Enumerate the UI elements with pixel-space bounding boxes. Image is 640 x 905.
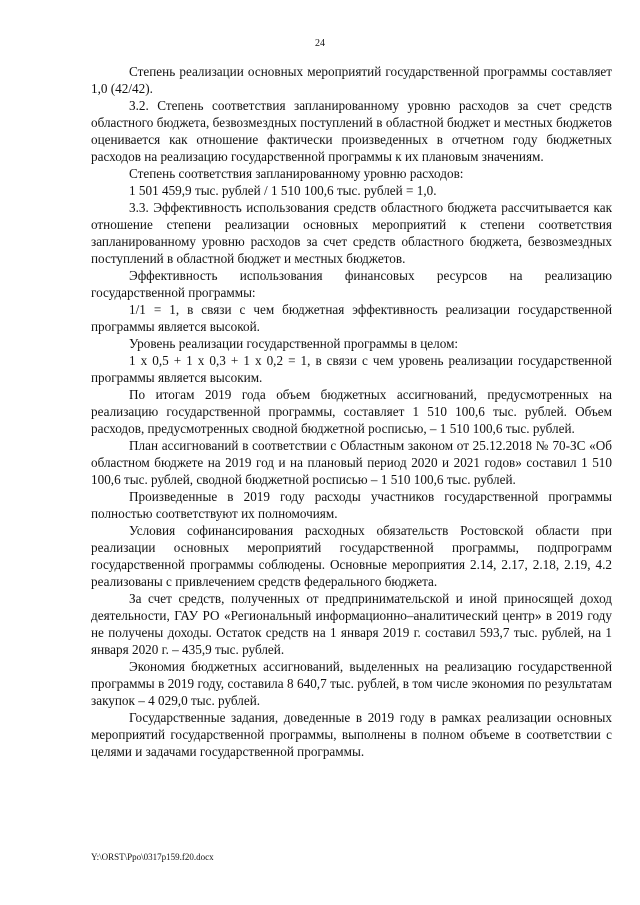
paragraph-overall-level-formula: 1 x 0,5 + 1 x 0,3 + 1 x 0,2 = 1, в связи с чем уровень реализации государственной программы является высоким. <box>91 353 612 385</box>
paragraph-3-2: 3.2. Степень соответствия запланированному уровню расходов за счет средств областного бюджета, безвозмездных поступлений в областной бюджет и местных бюджетов оценивается как отношение фактически произведенных в отчетном году бюджетных расходов на реализацию государственной программы к их плановым значениям. <box>91 98 612 164</box>
paragraph-overall-level-label: Уровень реализации государственной программы в целом: <box>129 336 459 351</box>
paragraph-efficiency-label: Эффективность использования финансовых ресурсов на реализацию государственной программы: <box>91 268 612 300</box>
paragraph-efficiency-formula: 1/1 = 1, в связи с чем бюджетная эффективность реализации государственной программы является высокой. <box>91 302 612 334</box>
paragraph-expense-level-label: Степень соответствия запланированному уровню расходов: <box>129 166 464 181</box>
paragraph-allocation-plan: План ассигнований в соответствии с Областным законом от 25.12.2018 № 70-ЗС «Об областном бюджете на 2019 год и на плановый период 2020 и 2021 годов» составил 1 510 100,6 тыс. рублей, сводной бюджетной росписью – 1 510 100,6 тыс. рублей. <box>91 438 612 487</box>
paragraph-cofinancing: Условия софинансирования расходных обязательств Ростовской области при реализации основных мероприятий государственной программы, подпрограмм государственной программы соблюдены. Основные мероприятия 2.14, 2.17, 2.18, 2.19, 4.2 реализованы с привлечением средств федерального бюджета. <box>91 523 612 589</box>
document-body <box>91 63 612 760</box>
footer-file-path: Y:\ORST\Ppo\0317p159.f20.docx <box>91 852 214 862</box>
paragraph-state-tasks: Государственные задания, доведенные в 2019 году в рамках реализации основных мероприятий государственной программы, выполнены в полном объеме в соответствии с целями и задачами государственной программы. <box>91 710 612 759</box>
paragraph-expense-formula: 1 501 459,9 тыс. рублей / 1 510 100,6 тыс. рублей = 1,0. <box>129 183 437 198</box>
paragraph-implementation-degree: Степень реализации основных мероприятий государственной программы составляет 1,0 (42/42). <box>91 64 612 96</box>
paragraph-income-activity: За счет средств, полученных от предпринимательской и иной приносящей доход деятельности, ГАУ РО «Региональный информационно–аналитический центр» в 2019 году не получены доходы. Остаток средств на 1 января 2019 г. составил 593,7 тыс. рублей, на 1 января 2020 г. – 435,9 тыс. рублей. <box>91 591 612 657</box>
paragraph-expenses-compliance: Произведенные в 2019 году расходы участников государственной программы полностью соответствуют их полномочиям. <box>91 489 612 521</box>
paragraph-3-3: 3.3. Эффективность использования средств областного бюджета рассчитывается как отношение степени реализации основных мероприятий к степени соответствия запланированному уровню расходов за счет средств областного бюджета, безвозмездных поступлений в областной бюджет и местных бюджетов. <box>91 200 612 266</box>
page-number: 24 <box>315 38 325 49</box>
paragraph-savings: Экономия бюджетных ассигнований, выделенных на реализацию государственной программы в 2019 году, составила 8 640,7 тыс. рублей, в том числе экономия по результатам закупок – 4 029,0 тыс. рублей. <box>91 659 612 708</box>
paragraph-2019-allocations: По итогам 2019 года объем бюджетных ассигнований, предусмотренных на реализацию государственной программы, составляет 1 510 100,6 тыс. рублей. Объем расходов, предусмотренных сводной бюджетной росписью, – 1 510 100,6 тыс. рублей. <box>91 387 612 436</box>
